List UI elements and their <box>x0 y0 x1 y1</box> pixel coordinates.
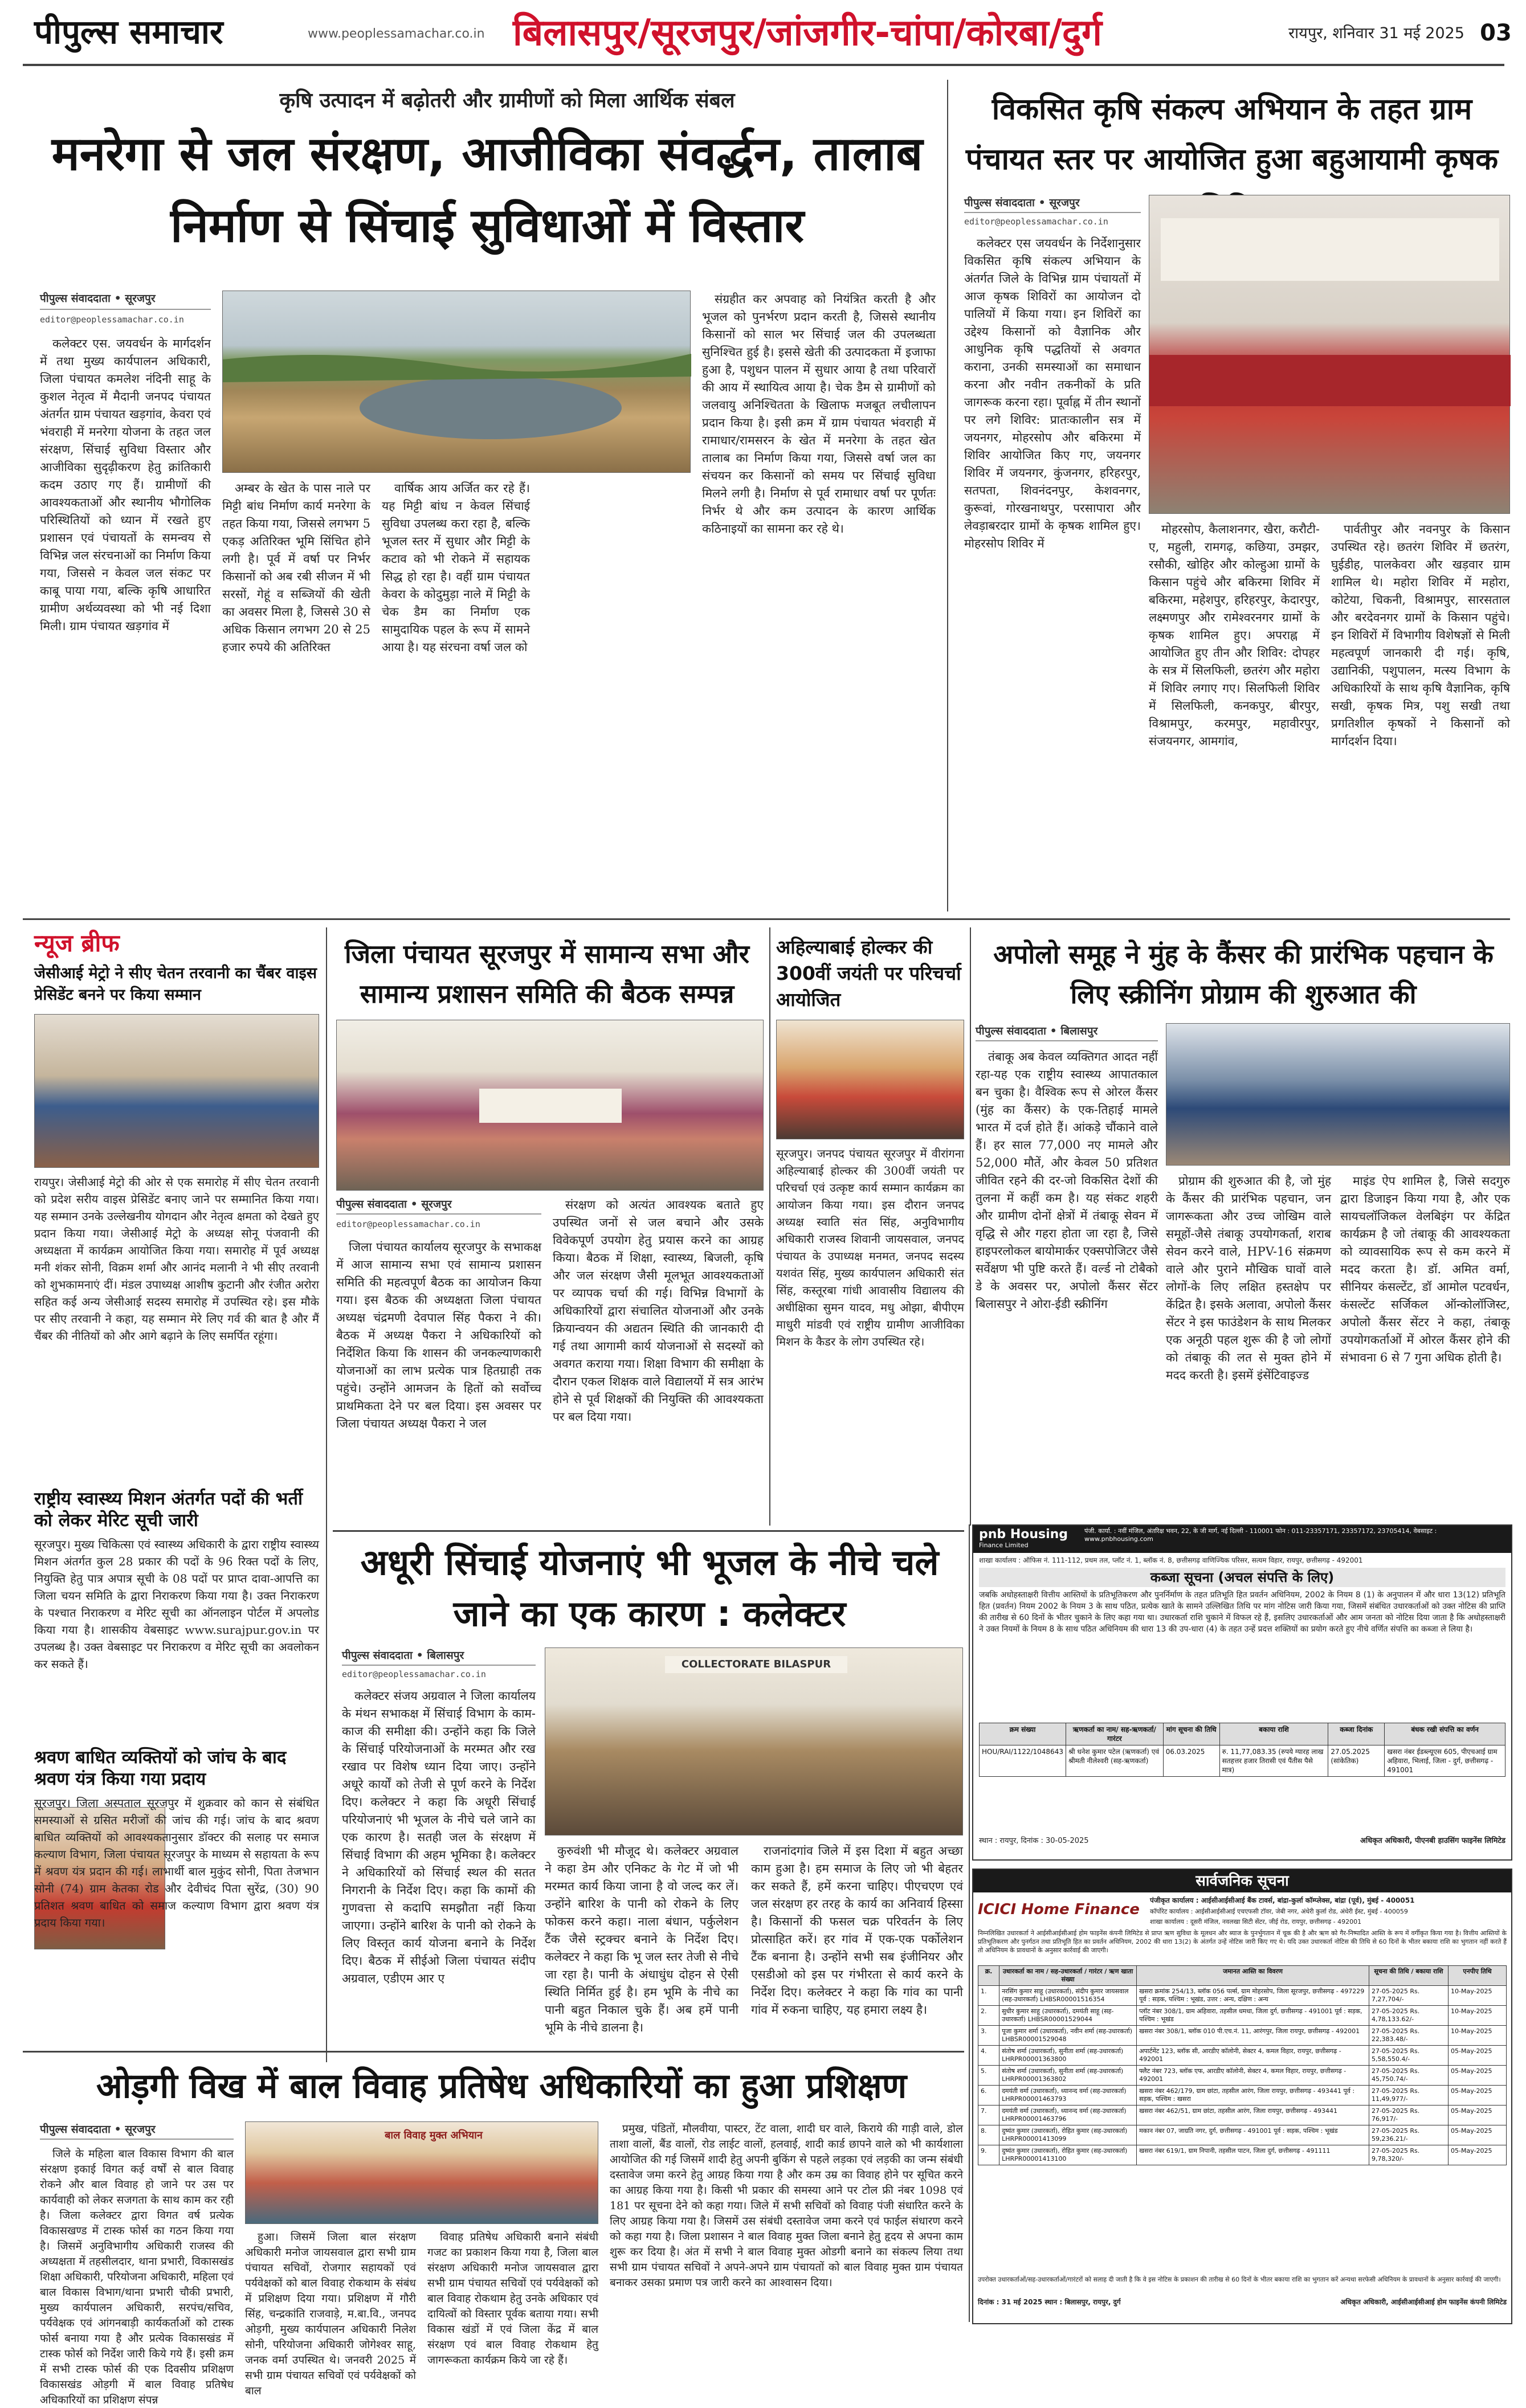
icici-place-date: दिनांक : 31 मई 2025 स्थान : बिलासपुर, रायपुर, दुर्ग <box>978 2298 1121 2306</box>
column-header: बकाया राशि <box>1219 1723 1328 1745</box>
lead-column-2 <box>222 480 370 913</box>
lead-paragraph: अम्बर के खेत के पास नाले पर मिट्टी बांध निर्माण कार्य मनरेगा के तहत किया गया, जिससे लगभग 5 एकड़ अतिरिक्त भूमि सिंचित होने लगी है। पूर्व में वर्षा पर निर्भर किसानों को अब रबी सीजन में भी सरसों, गेहूं व सब्जियों की खेती का अवसर मिला है, जिससे 30 से अधिक किसान लगभग 20 से 25 हजार रुपये की अतिरिक्त <box>222 481 370 654</box>
odgi-column-1 <box>40 2147 234 2406</box>
table-cell: 10-May-2025 <box>1449 2026 1507 2046</box>
apollo-divider <box>970 927 971 1526</box>
odgi-photo <box>245 2121 598 2224</box>
masthead <box>0 0 1526 67</box>
table-cell: 27-05-2025 Rs. 45,750.74/- <box>1369 2066 1448 2086</box>
chairs-shape <box>1149 355 1511 406</box>
column-header: क्र. <box>978 1966 999 1986</box>
zila-paragraph: संरक्षण को अत्यंत आवश्यक बताते हुए उपस्थित जनों से जल बचाने और उसके विवेकपूर्ण उपयोग हेतु प्रयास करने का आग्रह किया। बैठक में शिक्षा, स्वास्थ्य, बिजली, कृषि और जल संरक्षण जैसी मूलभूत आवश्यकताओं पर व्यापक चर्चा की गई। विभिन्न विभागों के अधिकारियों द्वारा संचालित योजनाओं और उनके क्रियान्वयन की अद्यतन स्थिति की जानकारी दी गई तथा आगामी कार्य योजनाओं से सदस्यों को अवगत कराया गया। शिक्षा विभाग की समीक्षा के दौरान एकल शिक्षक वाले विद्यालयों में सत्र आरंभ होने से पूर्व शिक्षकों की नियुक्ति की आवश्यकता पर बल दिया गया। <box>553 1198 764 1424</box>
table-cell: 05-May-2025 <box>1449 2145 1507 2165</box>
table-cell: 27-05-2025 Rs. 4,78,133.62/- <box>1369 2006 1448 2026</box>
table-cell: पूजा कुमार शर्मा (उधारकर्ता), नवीन शर्मा (सह-उधारकर्ता) LHBSR00001529048 <box>999 2026 1137 2046</box>
page-number: 03 <box>1480 20 1512 46</box>
column-header: बंधक रखी संपत्ति का वर्णन <box>1385 1723 1505 1745</box>
table-cell: अपार्टमेंट 123, ब्लॉक सी, आरडीए कॉलोनी, सेक्टर 4, कमल विहार, रायपुर, छत्तीसगढ़ - 492001 <box>1137 2046 1369 2066</box>
apollo-column-2 <box>1166 1172 1331 1519</box>
table-cell: संतोष शर्मा (उधारकर्ता), सुनीता शर्मा (सह-उधारकर्ता) LHRPR00001363802 <box>999 2066 1137 2086</box>
table-row <box>978 2026 1507 2046</box>
lead-column-3 <box>382 480 530 913</box>
table-cell: 6. <box>978 2086 999 2106</box>
table-cell: 05-May-2025 <box>1449 2106 1507 2125</box>
table-cell: 1. <box>978 1986 999 2006</box>
sinchai-paragraph: कुरुवंशी भी मौजूद थे। कलेक्टर अग्रवाल ने कहा डेम और एनिकट के गेट में जो भी मरम्मत कार्य किया जाना है वो जल्द कर लें। उन्होंने बारिश के पानी को रोकने के लिए फोकस करने कहा। नाला बंधान, पर्कुलेशन टैंक जैसे स्ट्रक्चर बनाने के निर्देश दिए। कलेक्टर ने कहा कि भू जल स्तर तेजी से नीचे जा रहा है। पानी के अंधाधुंध दोहन से ऐसी स्थिति निर्मित हुई है। हम भूमि के नीचे का पानी बहुत निकाल चुके हैं। अब हमें पानी भूमि के नीचे डालना है। <box>545 1844 738 2034</box>
table-cell: रु. 11,77,083.35 (रुपये ग्यारह लाख सतहत्तर हजार तिरासी एवं पैंतीस पैसे मात्र) <box>1219 1745 1328 1777</box>
pnb-brand: pnb Housing <box>979 1527 1068 1542</box>
apollo-column-3 <box>1340 1172 1510 1519</box>
table-cell: फ्लैट नंबर 723, ब्लॉक एफ, आरडीए कॉलोनी, सेक्टर 4, कमल विहार, रायपुर, छत्तीसगढ़ - 492001 <box>1137 2066 1369 2086</box>
odgi-paragraph: प्रमुख, पंडितों, मौलवीया, पास्टर, टेंट वाला, शादी घर वाले, किराये की गाड़ी वाले, डोल ताशा वालों, बैंड वालों, रोड लाईट वालों, हलवाई, शादी कार्ड छापने वाले को भी कार्यशाला आयोजित की गई जिसमें शादी हेतु अपनी बुकिंग से पहले लड़का एवं लड़की का जन्म संबंधी दस्तावेज जमा करने हेतु आग्रह किया गया है और कम उम्र का विवाह होने पर सूचित करने का आग्रह किया गया है। किसी भी प्रकार की समस्या आने पर टोल फ्री नंबर 1098 एवं 181 पर सूचना देने को कहा गया। जिले में सभी सचिवों को विवाह पंजी संधारित करने के लिए आग्रह किया गया है। जिसमें उस संबंधी दस्तावेज जमा करने एवं फाईल संधारण करने को कहा गया है। जिला प्रशासन ने बाल विवाह मुक्त जिला बनाने हेतु हृदय से अपना काम शुरू कर दिया है। अंत में सभी ने बाल विवाह मुक्त ओडगी बनाने का संकल्प लिया तथा सभी ग्राम पंचायत सचिवों ने अपने-अपने ग्राम पंचायतों को बाल विवाह मुक्त ग्राम पंचायत बनाकर उसका प्रमाण पत्र जारी करने का आश्वासन दिया। <box>610 2123 963 2289</box>
apollo-paragraph: तंबाकू अब केवल व्यक्तिगत आदत नहीं रहा-यह एक राष्ट्रीय स्वास्थ्य आपातकाल बन चुका है। वैश्विक रूप से ओरल कैंसर (मुंह का कैंसर) के एक-तिहाई मामले भारत में दर्ज होते हैं। आंकड़े चौंकाने वाले हैं। हर साल 77,000 नए मामले और 52,000 मौतें, और केवल 50 प्रतिशत जीवित रहने की दर-जो विकसित देशों की तुलना में कहीं कम है। यह संकट शहरी और ग्रामीण दोनों क्षेत्रों में तंबाकू सेवन में वृद्धि से और गहरा होता जा रहा है, जिसे हाइपरलोकल बायोमार्कर एक्सपोजिटर जैसे सर्वेक्षण भी पुष्टि करते हैं। वर्ल्ड नो टोबैको डे के अवसर पर, अपोलो कैंसर सेंटर बिलासपुर ने ओरा-ईडी स्क्रीनिंग <box>976 1050 1158 1311</box>
table-cell: दुष्यंत कुमार (उधारकर्ता), रोहित कुमार (सह-उधारकर्ता) LHRPR00001413100 <box>999 2145 1137 2165</box>
apollo-column-1 <box>976 1048 1158 1519</box>
sinchai-email[interactable]: editor@peoplessamachar.co.in <box>342 1669 486 1679</box>
table-cell: 05-May-2025 <box>1449 2046 1507 2066</box>
pnb-housing-notice <box>972 1524 1512 1861</box>
zila-byline: पीपुल्स संवाददाता • सूरजपुर <box>336 1196 541 1215</box>
byline-bureau: पीपुल्स संवाददाता <box>342 1649 413 1662</box>
shivir-paragraph: पार्वतीपुर और नवनपुर के किसान उपस्थित रहे। छतरंग शिविर में छतरंग, घुईडीह, पालकेवरा और खड़वार ग्राम शामिल थे। महोरा शिविर में महोरा, कोटेया, चिकनी, विश्रामपुर, सारसताल और बरदेवनगर ग्रामों के किसान पहुंचे। इन शिविरों में विभागीय विशेषज्ञों से मिली महत्वपूर्ण जानकारी दी गई। कृषि, उद्यानिकी, पशुपालन, मत्स्य विभाग के अधिकारियों के साथ कृषि वैज्ञानिक, कृषि सखी, कृषक मित्र, पशु सखी तथा प्रगतिशील कृषकों ने किसानों को मार्गदर्शन दिया। <box>1331 522 1510 748</box>
table-cell: 4. <box>978 2046 999 2066</box>
table-cell: खसरा क्रमांक 254/13, ब्लॉक 056 पर्ल्स, ग्राम मोहरसोप, जिला सूरजपुर, छत्तीसगढ़ - 497229 पूर्व : सड़क, पश्चिम : भूखंड, उत्तर : अन्य, दक्षिण : अन्य <box>1137 1986 1369 2006</box>
table-cell: दमयंती वर्मा (उधारकर्ता), ध्यानन्द वर्मा (सह-उधारकर्ता) LHRPR00001463796 <box>999 2106 1137 2125</box>
pnb-place-date: स्थान : रायपुर, दिनांक : 30-05-2025 <box>979 1837 1089 1845</box>
byline-bureau: पीपुल्स संवाददाता <box>336 1198 407 1211</box>
odgi-headline: ओड़गी विख में बाल विवाह प्रतिषेध अधिकारियों का हुआ प्रशिक्षण <box>96 2066 907 2106</box>
byline-bureau: पीपुल्स संवाददाता <box>964 197 1035 209</box>
byline-place: बिलासपुर <box>427 1649 464 1662</box>
table-cell: 06.03.2025 <box>1163 1745 1219 1777</box>
odgi-paragraph: हुआ। जिसमें जिला बाल संरक्षण अधिकारी मनोज जायसवाल द्वारा सभी ग्राम पंचायत सचिवों, रोजगार सहायकों एवं पर्यवेक्षकों को बाल विवाह रोकथाम के संबंध में प्रशिक्षण दिया गया। प्रशिक्षण में गौरी सिंह, चन्द्रकांति राजवाड़े, म.बा.वि., जनपद ओड़गी, मुख्य कार्यपालन अधिकारी निलेश सोनी, परियोजना अधिकारी जोगेश्वर साहू, जनक वर्मा उपस्थित थे। जनवरी 2025 में सभी ग्राम पंचायत सचिवों एवं पर्यवेक्षकों को बाल <box>245 2231 416 2397</box>
icici-body: निम्नलिखित उधारकर्ता ने आईसीआईसीआई होम फाइनेंस कंपनी लिमिटेड से प्राप्त ऋण सुविधा के मूलधन और ब्याज के पुनर्भुगतान में चूक की है और ऋण को गैर-निष्पादित आस्ति के रूप में वर्गीकृत किया गया है। वित्तीय आस्तियों के प्रतिभूतिकरण और पुनर्गठन तथा प्रतिभूति हित का प्रवर्तन अधिनियम, 2002 की धारा 13(2) के अंतर्गत उन्हें नोटिस जारी किए गए थे। यदि उक्त उधारकर्ता नोटिस की तिथि से 60 दिनों के भीतर बकाया राशि का भुगतान नहीं करते हैं तो अधिनियम के प्रावधानों के अनुसार कार्रवाई की जाएगी। <box>978 1929 1507 1954</box>
icici-corp-office: कॉर्पोरेट कार्यालय : आईसीआईसीआई एचएफसी टॉवर, जेबी नगर, अंधेरी कुर्ला रोड, अंधेरी ईस्ट, मुंबई - 400059 <box>1150 1908 1408 1915</box>
table-cell: 27.05.2025 (सांकेतिक) <box>1328 1745 1385 1777</box>
sinchai-photo-banner: COLLECTORATE BILASPUR <box>665 1656 847 1673</box>
table-cell: संतोष शर्मा (उधारकर्ता), सुनीता शर्मा (सह-उधारकर्ता) LHRPR00001363800 <box>999 2046 1137 2066</box>
table-cell: 27-05-2025 Rs. 9,78,320/- <box>1369 2145 1448 2165</box>
tree-line <box>223 354 691 382</box>
column-header: क्रम संख्या <box>980 1723 1066 1745</box>
pnb-branch: शाखा कार्यालय : ऑफिस नं. 111-112, प्रथम तल, प्लॉट नं. 1, ब्लॉक नं. 8, छत्तीसगढ़ वाणिज्यिक परिसर, सत्यम विहार, रायपुर, छत्तीसगढ़ - 492001 <box>979 1556 1363 1564</box>
lead-email[interactable]: editor@peoplessamachar.co.in <box>40 314 184 325</box>
meeting-hall-illustration <box>337 1020 764 1191</box>
table-cell: खसरा नंबर 462/179, ग्राम छांटा, तहसील आरंग, जिला रायपुर, छत्तीसगढ़ - 493441 पूर्व : सड़क, पश्चिम : खसरा <box>1137 2086 1369 2106</box>
column-header: सूचना की तिथि / बकाया राशि <box>1369 1966 1448 1986</box>
table-cell: 2. <box>978 2006 999 2026</box>
column-header: एनपीए तिथि <box>1449 1966 1507 1986</box>
icici-title: सार्वजनिक सूचना <box>973 1870 1511 1892</box>
pnb-title: कब्जा सूचना (अचल संपत्ति के लिए) <box>979 1568 1505 1587</box>
odgi-paragraph: जिले के महिला बाल विकास विभाग की बाल संरक्षण इकाई विगत कई वर्षों से बाल विवाह रोकने और बाल विवाह हो जाने पर उस पर कार्यवाही को लेकर सजगता के साथ काम कर रही है। जिला कलेक्टर द्वारा विगत वर्ष प्रत्येक विकासखण्ड में टास्क फोर्स का गठन किया गया है। जिसमें अनुविभागीय अधिकारी राजस्व की अध्यक्षता में तहसीलदार, थाना प्रभारी, विकासखंड शिक्षा अधिकारी, परियोजना अधिकारी, महिला एवं बाल विकास विभाग/थाना प्रभारी चौकी प्रभारी, मुख्य कार्यपालन अधिकारी, सरपंच/सचिव, पर्यवेक्षक एवं आंगनबाड़ी कार्यकर्ताओं को टास्क फोर्स बनाया गया है और प्रत्येक विकासखंड में टास्क फोर्स को निर्देश जारी किये गये हैं। इसी क्रम में सभी टास्क फोर्स की एक दिवसीय प्रशिक्षण विकासखंड ओड़गी में बाल विवाह प्रतिषेध अधिकारियों का प्रशिक्षण संपन्न <box>40 2148 234 2406</box>
table-cell: 10-May-2025 <box>1449 1986 1507 2006</box>
apollo-photo <box>1166 1023 1510 1166</box>
table-cell: खसरा नंबर 462/51, ग्राम छांटा, तहसील आरंग, जिला रायपुर, छत्तीसगढ़ - 493441 <box>1137 2106 1369 2125</box>
sinchai-byline: पीपुल्स संवाददाता • बिलासपुर <box>342 1647 536 1666</box>
pnb-header <box>973 1526 1511 1553</box>
right-column-divider <box>969 1524 970 2322</box>
table-cell: सुधीर कुमार साहू (उधारकर्ता), दमयंती साहू (सह-उधारकर्ता) LHBSR00001529044 <box>999 2006 1137 2026</box>
table-row <box>980 1745 1505 1777</box>
ahilya-headline: अहिल्याबाई होल्कर की 300वीं जयंती पर परिचर्चा आयोजित <box>776 936 961 1011</box>
table-cell: HOU/RAI/1122/1048643 <box>980 1745 1066 1777</box>
apollo-byline: पीपुल्स संवाददाता • बिलासपुर <box>976 1023 1158 1041</box>
zila-email[interactable]: editor@peoplessamachar.co.in <box>336 1219 480 1229</box>
table-cell: 3. <box>978 2026 999 2046</box>
byline-bureau: पीपुल्स संवाददाता <box>976 1025 1046 1037</box>
brief-3-text: सूरजपुर। जिला अस्पताल सूरजपुर में शुक्रवार को कान से संबंधित समस्याओं से ग्रसित मरीजों की जांच की गई। जांच के बाद श्रवण बाधित व्यक्तियों को आवश्यकतानुसार डॉक्टर की सलाह पर समाज कल्याण विभाग, जिला पंचायत सूरजपुर के माध्यम से सहायता के रूप में श्रवण यंत्र प्रदान की गई। लाभार्थी बाल मुकुंद सोनी, पिता तेजभान सोनी (74) ग्राम केतका रोड और देवीचंद पिता सुरेंद्र, (30) 90 प्रतिशत श्रवण बाधित को समाज कल्याण विभाग द्वारा श्रवण यंत्र प्रदाय किया गया। <box>34 1796 319 1929</box>
lead-kicker: कृषि उत्पादन में बढ़ोतरी और ग्रामीणों को मिला आर्थिक संबल <box>279 89 735 112</box>
zila-column-1 <box>336 1238 541 1523</box>
table-cell: खसरा नंबर 619/1, ग्राम निपानी, तहसील पाटन, जिला दुर्ग, छत्तीसगढ़ - 491111 <box>1137 2145 1369 2165</box>
sinchai-paragraph: कलेक्टर संजय अग्रवाल ने जिला कार्यालय के मंथन सभाकक्ष में सिंचाई विभाग के काम-काज की समीक्षा की। उन्होंने कहा कि जिले के सिंचाई परियोजनाओं के मरम्मत और रख रखाव पर विशेष ध्यान दिया जाए। उन्होंने अधूरे कार्यों को तेजी से पूर्ण करने के निर्देश दिए। कलेक्टर ने कहा कि अधूरी सिंचाई परियोजनाएं भी भूजल के नीचे चले जाने का एक कारण है। सतही जल के संरक्षण में सिंचाई विभाग की अहम भूमिका है। कलेक्टर ने अधिकारियों को सिंचाई स्थल की सतत निगरानी के निर्देश दिए। कहा कि कामों की गुणवत्ता से कदापि समझौता नहीं किया जाएगा। उन्होंने बारिश के पानी को रोकने के लिए विस्तृत कार्य योजना बनाने के निर्देश दिए। बैठक में सीईओ जिला पंचायत संदीप अग्रवाल, एडीएम आर ए <box>342 1689 536 1985</box>
table-cell: 27-05-2025 Rs. 11,49,977/- <box>1369 2086 1448 2106</box>
table-cell: दुष्यंत कुमार (उधारकर्ता), रोहित कुमार (सह-उधारकर्ता) LHRPR00001413099 <box>999 2125 1137 2145</box>
brief-1-photo <box>34 1014 319 1168</box>
table-cell: 05-May-2025 <box>1449 2066 1507 2086</box>
table-cell: 27-05-2025 Rs. 76,917/- <box>1369 2106 1448 2125</box>
table-shape <box>479 1089 622 1123</box>
icici-branch: शाखा कार्यालय : दूसरी मंजिल, नवलखा सिटी सेंटर, जीई रोड, रायपुर, छत्तीसगढ़ - 492001 <box>1150 1918 1362 1925</box>
byline-bureau: पीपुल्स संवाददाता <box>40 292 111 305</box>
shivir-email[interactable]: editor@peoplessamachar.co.in <box>964 216 1108 227</box>
stage-banner-shape <box>1161 218 1499 281</box>
lead-column-4b <box>702 291 936 911</box>
table-row <box>978 2066 1507 2086</box>
byline-place: बिलासपुर <box>1060 1025 1098 1037</box>
column-header: ऋणकर्ता का नाम/ सह-ऋणकर्ता/ गारंटर <box>1066 1723 1163 1745</box>
table-header-row <box>980 1723 1505 1745</box>
table-row <box>978 2006 1507 2026</box>
byline-place: सूरजपुर <box>1049 197 1080 209</box>
pnb-signature: अधिकृत अधिकारी, पीएनबी हाउसिंग फाइनेंस लिमिटेड <box>1360 1837 1505 1845</box>
icici-table <box>978 1965 1507 2165</box>
table-cell: नरसिंग कुमार साहू (उधारकर्ता), संदीप कुमार जायसवाल (सह-उधारकर्ता) LHBSR00001516354 <box>999 1986 1137 2006</box>
odgi-column-2 <box>245 2230 416 2397</box>
byline-place: सूरजपुर <box>125 2123 156 2136</box>
lead-paragraph: वार्षिक आय अर्जित कर रहे हैं। यह मिट्टी बांध न केवल सिंचाई सुविधा उपलब्ध करा रहा है, बल्कि भूजल स्तर में सुधार और मिट्टी के कटाव को भी रोकने में सहायक सिद्ध हो रहा है। वहीं ग्राम पंचायत केवरा के कोदुमुड़ा नाले में मिट्टी के चेक डैम का निर्माण एक सामुदायिक पहल के रूप में सामने आया है। यह संरचना वर्षा जल को <box>382 481 530 654</box>
sinchai-column-2 <box>545 1842 738 2038</box>
masthead-website[interactable]: www.peoplessamachar.co.in <box>308 27 485 41</box>
shivir-paragraph: कलेक्टर एस जयवर्धन के निर्देशानुसार विकसित कृषि संकल्प अभियान के अंतर्गत जिले के विभिन्न ग्राम पंचायतों में आज कृषक शिविरों का आयोजन दो पालियों में किया गया। इन शिविरों का उद्देश्य किसानों को वैज्ञानिक और आधुनिक कृषि पद्धतियों से अवगत कराना, उनकी समस्याओं का समाधान करना और नवीन तकनीकों के प्रति जागरूक करना रहा। पूर्वाह्न में तीन स्थानों पर लगे शिविर: प्रातःकालीन सत्र में जयनगर, मोहरसोप और बकिरमा में शिविर आयोजित किए गए, जयनगर शिविर में जयनगर, कुंजनगर, हरिहरपुर, सतपता, शिवनंदनपुर, केशवनगर, कुरूवां, गोरखनाथपुर, परसापारा और लेवड़ाबरदार ग्रामों के कृषक शामिल हुए। मोहरसोप शिविर में <box>964 236 1141 550</box>
pond-shape <box>360 377 622 439</box>
column-header: कब्जा दिनांक <box>1328 1723 1385 1745</box>
shivir-paragraph: मोहरसोप, कैलाशनगर, खैरा, करौटी-ए, महुली, रामगढ़, कछिया, उमझर, रसौकी, खोहिर और कोल्हुआ ग्रामों के किसान पहुंचे और बकिरमा शिविर में बकिरमा, महेशपुर, हरिहरपुर, केदारपुर, लक्ष्मणपुर और रामेश्वरनगर ग्रामों के कृषक शामिल हुए। अपराह्न में आयोजित हुए तीन और शिविर: दोपहर के सत्र में सिलफिली, छतरंग और महोरा में शिविर लगाए गए। सिलफिली शिविर में सिलफिली, कनकपुर, बीरपुर, विश्रामपुर, करमपुर, महावीरपुर, संजयनगर, आमगांव, <box>1149 522 1320 748</box>
icici-home-finance-notice <box>972 1869 1512 2324</box>
sinchai-photo <box>545 1647 963 1835</box>
zila-paragraph: जिला पंचायत कार्यालय सूरजपुर के सभाकक्ष में आज सामान्य सभा एवं सामान्य प्रशासन समिति की महत्वपूर्ण बैठक का आयोजन किया गया। इस बैठक की अध्यक्षता जिला पंचायत अध्यक्ष चंद्रमणी देवपाल सिंह पैकरा ने की। बैठक में अध्यक्ष पैकरा ने अधिकारियों को निर्देशित किया कि शासन की जनकल्याणकारी योजनाओं का लाभ प्रत्येक पात्र हितग्राही तक पहुंचे। उन्होंने आमजन के हितों को सर्वोच्च प्राथमिकता देने पर बल दिया। इस अवसर पर जिला पंचायत अध्यक्ष पैकरा ने जल <box>336 1240 541 1430</box>
masthead-divider <box>23 64 1504 66</box>
icici-footer: उपरोक्त उधारकर्ताओं/सह-उधारकर्ताओं/गारंटरों को सलाह दी जाती है कि वे इस नोटिस के प्रकाशन की तारीख से 60 दिनों के भीतर बकाया राशि का भुगतान करें अन्यथा सरफेसी अधिनियम के प्रावधानों के अनुसार कार्रवाई की जाएगी। <box>978 2276 1501 2283</box>
table-cell: 10-May-2025 <box>1449 2006 1507 2026</box>
pnb-table <box>979 1723 1505 1777</box>
sinchai-column-1 <box>342 1687 536 2038</box>
pnb-table-wrap <box>979 1723 1505 1831</box>
byline-place: सूरजपुर <box>125 292 156 305</box>
table-cell: 8. <box>978 2125 999 2145</box>
table-cell: 27-05-2025 Rs. 22,383.48/- <box>1369 2026 1448 2046</box>
table-cell: खसरा नंबर 308/1, ब्लॉक 010 पी.एच.नं. 11, आरंगपुर, जिला रायपुर, छत्तीसगढ़ - 492001 <box>1137 2026 1369 2046</box>
brief-1-headline: जेसीआई मेट्रो ने सीए चेतन तरवानी का चैंबर वाइस प्रेसिडेंट बनने पर किया सम्मान <box>34 964 317 1004</box>
table-header-row <box>978 1966 1507 1986</box>
table-row <box>978 2145 1507 2165</box>
mid-section-divider <box>333 1530 964 1532</box>
top-section-divider <box>23 918 1510 920</box>
table-cell: दमयंती वर्मा (उधारकर्ता), ध्यानन्द वर्मा (सह-उधारकर्ता) LHRPR00001463793 <box>999 2086 1137 2106</box>
reservoir-illustration <box>223 291 691 473</box>
brief-2-text: सूरजपुर। मुख्य चिकित्सा एवं स्वास्थ्य अधिकारी के द्वारा राष्ट्रीय स्वास्थ्य मिशन अंतर्गत कुल 28 प्रकार की पदों के 96 रिक्त पदों के लिए, नियुक्ति हेतु पात्र अपात्र सूची के 08 पदों पर प्राप्त दावा-आपत्ति का जिला चयन समिति के द्वारा निराकरण किया गया है। उक्त निराकरण के पश्चात निराकरण व मेरिट सूची का ऑनलाइन पोर्टल में अपलोड किया गया है। शासकीय वेबसाइट www.surajpur.gov.in पर उपलब्ध है। उक्त वेबसाइट पर निराकरण व मेरिट सूची का अवलोकन कर सकते हैं। <box>34 1538 319 1671</box>
pnb-body: जबकि अधोहस्ताक्षरी वित्तीय आस्तियों के प्रतिभूतिकरण और पुनर्निर्माण के तहत प्रतिभूति हित प्रवर्तन अधिनियम, 2002 के नियम 8 (1) के अनुपालन में और धारा 13(12) प्रतिभूति हित (प्रवर्तन) नियम 2002 के नियम 3 के साथ पठित, प्रत्येक खाते के सामने उल्लिखित तिथि पर मांग नोटिस जारी किया गया, जिसमें संबंधित उधारकर्ताओं को उक्त नोटिस की प्राप्ति की तारीख से 60 दिनों के भीतर चुकाने के लिए कहा गया था। उधारकर्ता राशि चुकाने में विफल रहे हैं, इसलिए उधारकर्ताओं और आम जनता को नोटिस दिया जाता है कि अधोहस्ताक्षरी ने उक्त नियमों के नियम 8 के साथ पठित अधिनियम की धारा 13 की उप-धारा (4) के तहत उन्हें प्रदत्त शक्तियों का प्रयोग करते हुए नीचे वर्णित संपत्ति का कब्जा ले लिया है। <box>979 1591 1505 1634</box>
masthead-cities: बिलासपुर/सूरजपुर/जांजगीर-चांपा/कोरबा/दुर्ग <box>513 12 1102 54</box>
shivir-column-2 <box>1149 521 1320 913</box>
odgi-column-3 <box>427 2230 598 2366</box>
brief-3-headline: श्रवण बाधित व्यक्तियों को जांच के बाद श्रवण यंत्र किया गया प्रदाय <box>34 1747 287 1789</box>
lead-column-3b <box>541 480 691 913</box>
news-brief-label: न्यूज ब्रीफ <box>34 929 120 957</box>
byline-place: सूरजपुर <box>421 1198 452 1211</box>
shivir-byline: पीपुल्स संवाददाता • सूरजपुर <box>964 195 1141 213</box>
lead-column-1 <box>40 335 211 910</box>
column-header: जमानत आस्ति का विवरण <box>1137 1966 1369 1986</box>
odgi-column-4 <box>610 2121 963 2321</box>
lead-paragraph: संग्रहीत कर अपवाह को नियंत्रित करती है और भूजल को पुनर्भरण प्रदान करती है, जिससे स्थानीय किसानों को साल भर सिंचाई जल की उपलब्धता सुनिश्चित हुई है। इससे खेती की उत्पादकता में इजाफा हुआ है, पशुधन पालन में सुधार आया है तथा परिवारों की आय में स्थायित्व आया है। चेक डैम से ग्रामीणों को जलवायु अनिश्चितता के खिलाफ मजबूत लचीलापन प्रदान किया है। इसी क्रम में ग्राम पंचायत भंवराही में रामाधार/रामसरन के खेत में मनरेगा के तहत खेत तालाब का निर्माण किया गया, जिससे वर्षा जल का संचयन कर किसानों को समय पर सिंचाई सुविधा मिलने लगी है। निर्माण से पूर्व रामाधार वर्षा पर पूर्णतः निर्भर थे और कम उत्पादन के कारण आर्थिक कठिनाइयों का सामना कर रहे थे। <box>702 292 936 535</box>
lead-headline: मनरेगा से जल संरक्षण, आजीविका संवर्द्धन, तालाब निर्माण से सिंचाई सुविधाओं में विस्तार <box>51 127 923 253</box>
table-cell: श्री धनेश कुमार पटेल (ऋणकर्ता) एवं श्रीमती नीलेश्वरी (सह-ऋणकर्ता) <box>1066 1745 1163 1777</box>
table-cell: 27-05-2025 Rs. 5,58,550.4/- <box>1369 2046 1448 2066</box>
table-cell: 05-May-2025 <box>1449 2086 1507 2106</box>
icici-table-wrap <box>978 1965 1507 2273</box>
odgi-banner-text: बाल विवाह मुक्त अभियान <box>385 2129 483 2141</box>
pnb-brand-tag: Finance Limited <box>979 1542 1029 1549</box>
column-header: उधारकर्ता का नाम / सह-उधारकर्ता / गारंटर / ऋण खाता संख्या <box>999 1966 1137 1986</box>
apollo-paragraph: माइंड ऐप शामिल है, जिसे सदगुरु द्वारा डिजाइन किया गया है, और एक सायचलॉजिकल वेलबिइंग पर केंद्रित कार्यक्रम है जो तंबाकू की आवश्यकता को व्यावसायिक रूप से कम करने में मदद करता है। डॉ. अमित वर्मा, सीनियर कंसल्टेंट, डॉ आमोल पटवर्धन, कंसल्टेंट सर्जिकल ऑन्कोलॉजिस्ट, अपोलो कैंसर सेंटर ने कहा, तंबाकू उपयोगकर्ताओं में ओरल कैंसर होने की संभावना 6 से 7 गुना अधिक होती है। <box>1340 1174 1510 1364</box>
zila-headline: जिला पंचायत सूरजपुर में सामान्य सभा और सामान्य प्रशासन समिति की बैठक सम्पन्न <box>344 939 749 1009</box>
lead-photo-reservoir <box>222 291 691 473</box>
meeting-illustration <box>1149 195 1511 514</box>
ahilya-text: सूरजपुर। जनपद पंचायत सूरजपुर में वीरांगना अहिल्याबाई होल्कर की 300वीं जयंती पर परिचर्चा एवं उत्कृष्ट कार्य सम्मान कार्यक्रम का आयोजन किया गया। इस दौरान जनपद अध्यक्ष स्वाति संत सिंह, अनुविभागीय अधिकारी राजस्व शिवानी जायसवाल, जनपद पंचायत के उपाध्यक्ष मनमत, जनपद सदस्य यशवंत सिंह, मुख्य कार्यपालन अधिकारी संत सिंह, कस्तूरबा गांधी आवासीय विद्यालय की अधीक्षिका सुमन यादव, मधु ओझा, बीपीएम माधुरी मांडवी एवं राष्ट्रीय ग्रामीण आजीविका मिशन के कैडर के लोग उपस्थित रहे। <box>776 1147 964 1348</box>
pnb-address: पंजी. कार्या. : नवीं मंजिल, अंतरिक्ष भवन, 22, के जी मार्ग, नई दिल्ली - 110001 फोन : 011-23357171, 23357172, 23705414, वेबसाइट : www.pnbhousing.com <box>1084 1527 1437 1543</box>
table-cell: मकान नंबर 07, जाग्रति नगर, दुर्ग, छत्तीसगढ़ - 491001 पूर्व : सड़क, पश्चिम : भूखंड <box>1137 2125 1369 2145</box>
sinchai-column-3 <box>751 1842 963 2038</box>
table-cell: 27-05-2025 Rs. 7,27,704/- <box>1369 1986 1448 2006</box>
apollo-headline: अपोलो समूह ने मुंह के कैंसर की प्रारंभिक पहचान के लिए स्क्रीनिंग प्रोग्राम की शुरुआत की <box>993 939 1494 1009</box>
zila-photo <box>336 1020 764 1191</box>
table-row <box>978 2106 1507 2125</box>
table-cell: 27-05-2025 Rs. 59,236.21/- <box>1369 2125 1448 2145</box>
table-cell: 9. <box>978 2145 999 2165</box>
masthead-logo[interactable]: पीपुल्स समाचार <box>34 13 223 51</box>
ahilya-divider <box>769 927 770 1526</box>
icici-logo[interactable]: ICICI Home Finance <box>978 1901 1140 1918</box>
brief-vertical-divider <box>326 927 327 2062</box>
shivir-column-3 <box>1331 521 1510 913</box>
table-cell: 05-May-2025 <box>1449 2125 1507 2145</box>
table-cell: खसरा नंबर ईडब्ल्यूएस 605, पीएचआई ग्राम अहिवारा, भिलाई, जिला - दुर्ग, छत्तीसगढ़ - 491001 <box>1385 1745 1505 1777</box>
sinchai-paragraph: राजनांदगांव जिले में इस दिशा में बहुत अच्छा काम हुआ है। हम समाज के लिए जो भी बेहतर कर सकते हैं, हमें करना चाहिए। पीएचएण एवं जल संरक्षण हर तरह के कार्य का अनिवार्य हिस्सा है। किसानों की फसल चक्र परिवर्तन के लिए प्रोत्साहित करें। हर गांव में एक-एक पर्कोलेशन टैंक बनाना है। उन्होंने सभी सब इंजीनियर और एसडीओ को इस पर गंभीरता से कार्य करने के निर्देश दिए। कलेक्टर ने कहा कि गांव का पानी गांव में रुकना चाहिए, यह हमारा लक्ष्य है। <box>751 1844 963 2017</box>
odgi-byline: पीपुल्स संवाददाता • सूरजपुर <box>40 2121 234 2140</box>
table-cell: 7. <box>978 2106 999 2125</box>
table-row <box>978 2125 1507 2145</box>
brief-1-text: रायपुर। जेसीआई मेट्रो की ओर से एक समारोह में सीए चेतन तरवानी को प्रदेश सरीय वाइस प्रेसिडेंट बनाए जाने पर सम्मानित किया गया। यह सम्मान उनके उल्लेखनीय योगदान और नेतृत्व क्षमता को देखते हुए प्रदान किया गया। जेसीआई मेट्रो के अध्यक्ष सोनू पंजवानी की अध्यक्षता में कार्यक्रम आयोजित किया गया। समारोह में पूर्व अध्यक्ष मनी शंकर सोनी, विक्रम शर्मा और आनंद मलानी ने भी सीए तरवानी को शुभकामनाएं दीं। मंडल उपाध्यक्ष आशीष कुटानी और रंजीत अरोरा सहित कई अन्य जेसीआई सदस्य समारोह में उपस्थित रहे। इस मौके पर सीए तरवानी ने कहा, यह सम्मान मेरे लिए गर्व की बात है और मैं चैंबर की नीतियों को और आगे बढ़ाने के लिए समर्पित रहूंगा। <box>34 1175 319 1343</box>
byline-bureau: पीपुल्स संवाददाता <box>40 2123 111 2136</box>
masthead-dateline: रायपुर, शनिवार 31 मई 2025 <box>1288 24 1464 42</box>
bottom-section-divider <box>23 2051 964 2053</box>
pnb-logo[interactable] <box>979 1528 1082 1551</box>
zila-column-2 <box>553 1196 764 1523</box>
shivir-photo <box>1149 195 1510 514</box>
icici-signature: अधिकृत अधिकारी, आईसीआईसीआई होम फाइनेंस कंपनी लिमिटेड <box>1340 2298 1507 2306</box>
table-cell: 5. <box>978 2066 999 2086</box>
apollo-paragraph: प्रोग्राम की शुरुआत की है, जो मुंह के कैंसर की प्रारंभिक पहचान, जन जागरूकता और उच्च जोखिम वाले समूहों-जैसे तंबाकू उपयोगकर्ता, शराब सेवन करने वाले, HPV-16 संक्रमण वाले और पुराने मौखिक घावों वाले लोगों-के लिए लक्षित हस्तक्षेप पर केंद्रित है। इसके अलावा, अपोलो कैंसर सेंटर ने इस फाउंडेशन के साथ मिलकर एक अनूठी पहल शुरू की है जो लोगों को तंबाकू की लत से मुक्त होने में मदद करती है। इसमें इंसेंटिवाइज्ड <box>1166 1174 1331 1382</box>
table-cell: प्लॉट नंबर 308/1, ग्राम अहिवारा, तहसील धमधा, जिला दुर्ग, छत्तीसगढ़ - 491001 पूर्व : सड़क, पश्चिम : भूखंड <box>1137 2006 1369 2026</box>
icici-reg-office: पंजीकृत कार्यालय : आईसीआईसीआई बैंक टावर्स, बांद्रा-कुर्ला कॉम्प्लेक्स, बांद्रा (पूर्व), मुंबई - 400051 <box>1150 1896 1415 1904</box>
column-header: मांग सूचना की तिथि <box>1163 1723 1219 1745</box>
lead-vertical-divider <box>947 80 948 911</box>
ahilya-photo <box>776 1020 964 1139</box>
brief-2-headline: राष्ट्रीय स्वास्थ्य मिशन अंतर्गत पदों की भर्ती को लेकर मेरिट सूची जारी <box>34 1489 303 1531</box>
table-row <box>978 2046 1507 2066</box>
lead-paragraph: कलेक्टर एस. जयवर्धन के मार्गदर्शन में तथा मुख्य कार्यपालन अधिकारी, जिला पंचायत कमलेश नंदिनी साहू के कुशल नेतृत्व में मैदानी जनपद पंचायत अंतर्गत ग्राम पंचायत खड़गांव, केवरा एवं भंवराही में मनरेगा योजना के तहत जल संरक्षण, सिंचाई सुविधा विस्तार और आजीविका सुदृढ़ीकरण हेतु क्रांतिकारी कदम उठाए गए हैं। ग्रामीणों की आवश्यकताओं और स्थानीय भौगोलिक परिस्थितियों को ध्यान में रखते हुए प्रशासन एवं पंचायतों के समन्वय से विभिन्न जल संरचनाओं का निर्माण किया गया, जिससे न केवल जल संकट पर काबू पाया गया, बल्कि कृषि आधारित ग्रामीण अर्थव्यवस्था को भी नई दिशा मिली। ग्राम पंचायत खड़गांव में <box>40 337 211 633</box>
table-row <box>978 1986 1507 2006</box>
shivir-column-1 <box>964 235 1141 913</box>
lead-byline: पीपुल्स संवाददाता • सूरजपुर <box>40 291 211 310</box>
table-row <box>978 2086 1507 2106</box>
odgi-paragraph: विवाह प्रतिषेध अधिकारी बनाने संबंधी गजट का प्रकाशन किया गया है, जिला बाल संरक्षण अधिकारी मनोज जायसवाल द्वारा सभी ग्राम पंचायत सचिवों एवं पर्यवेक्षकों को बाल विवाह रोकथाम हेतु उनके अधिकार एवं दायित्वों को विस्तार पूर्वक बताया गया। सभी विकास खंडों में एवं जिला केंद्र में बाल संरक्षण एवं बाल विवाह रोकथाम हेतु जागरूकता कार्यक्रम किये जा रहे हैं। <box>427 2231 598 2366</box>
shivir-headline: विकसित कृषि संकल्प अभियान के तहत ग्राम पंचायत स्तर पर आयोजित हुआ बहुआयामी कृषक <box>965 92 1499 177</box>
sinchai-headline: अधूरी सिंचाई योजनाएं भी भूजल के नीचे चले जाने का एक कारण : कलेक्टर <box>360 1542 939 1634</box>
